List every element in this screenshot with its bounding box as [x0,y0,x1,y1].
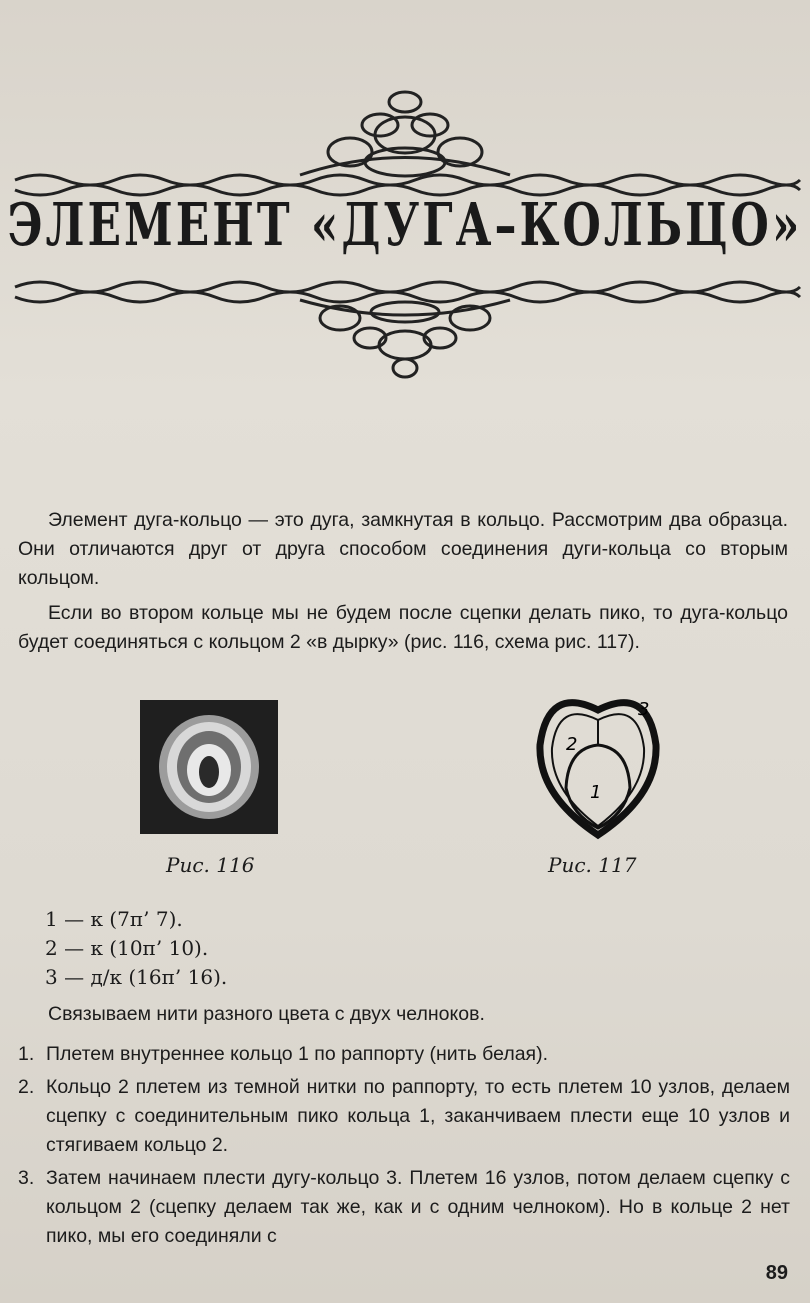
paragraph: Если во втором кольце мы не будем после сцепки делать пико, то дуга-кольцо будет соединяться с кольцом 2 «в дырку» (рис. 116, схема рис. 117). [18,602,788,653]
legend [45,905,227,992]
legend-item: 2 — к (10п’ 10). [45,936,209,960]
intro-text [18,506,788,663]
step-number: 3. [18,1167,35,1189]
step-text: Кольцо 2 плетем из темной нитки по раппорту, то есть плетем 10 узлов, делаем сцепку с соединительным пико кольца 1, заканчиваем плести еще 10 узлов и стягиваем кольцо 2. [46,1076,790,1156]
photo-figure-116 [140,700,278,834]
paragraph: Элемент дуга-кольцо — это дуга, замкнутая в кольцо. Рассмотрим два образца. Они отличаются друг от друга способом соединения дуги-кольца со вторым кольцом. [18,509,788,589]
page-number: 89 [765,1262,788,1284]
figure-117-caption: Рис. 117 [548,853,637,877]
scheme-label-1: 1 [590,782,602,803]
paragraph: Связываем нити разного цвета с двух челноков. [48,1003,485,1025]
list-item [18,1040,790,1069]
scheme-label-3: 3 [638,699,650,720]
list-item [18,1073,790,1160]
scheme-label-2: 2 [566,734,578,755]
scheme-figure-117 [528,690,668,840]
steps-list [18,1040,790,1255]
step-text: Затем начинаем плести дугу-кольцо 3. Плетем 16 узлов, потом делаем сцепку с кольцом 2 (сцепку делаем так же, как и с одним челноком). Но в кольце 2 нет пико, мы его соединяли с [46,1167,790,1247]
legend-item: 3 — д/к (16п’ 16). [45,965,228,989]
chapter-title: ЭЛЕМЕНТ «ДУГА–КОЛЬЦО» [7,191,803,260]
list-item [18,1164,790,1251]
instruction-text [18,1000,788,1035]
step-number: 2. [18,1076,35,1098]
step-number: 1. [18,1043,35,1065]
legend-item: 1 — к (7п’ 7). [45,907,183,931]
figure-116-caption: Рис. 116 [166,853,255,877]
step-text: Плетем внутреннее кольцо 1 по раппорту (нить белая). [46,1043,549,1065]
